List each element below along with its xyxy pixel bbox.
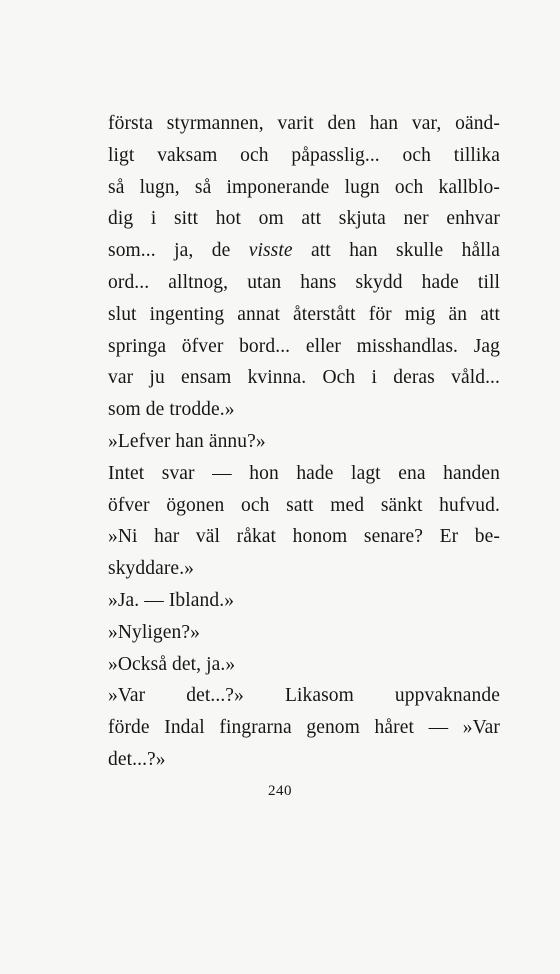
text-line-17: »Nyligen?» (108, 621, 200, 643)
text-line-5-post: att han skulle hålla (292, 240, 500, 262)
text-line-19: »Var det...?» Likasom uppvaknande (108, 685, 500, 707)
text-line-11: »Lefver han ännu?» (108, 430, 266, 452)
text-line-4: dig i sitt hot om att skjuta ner enhvar (108, 208, 500, 230)
text-line-13: öfver ögonen och satt med sänkt hufvud. (108, 494, 500, 516)
text-line-16: »Ja. — Ibland.» (108, 589, 235, 611)
text-line-8: springa öfver bord... eller misshandlas. Jag (108, 335, 500, 357)
text-line-5 (108, 235, 500, 267)
text-line-10: som de trodde.» (108, 399, 235, 421)
text-line-2: ligt vaksam och påpasslig... och tillika (108, 144, 500, 166)
text-line-14: »Ni har väl råkat honom senare? Er be- (108, 526, 500, 548)
text-line-9: var ju ensam kvinna. Och i deras våld... (108, 367, 500, 389)
text-line-12: Intet svar — hon hade lagt ena handen (108, 462, 500, 484)
emphasized-word: visste (248, 240, 293, 262)
text-line-18: »Också det, ja.» (108, 653, 236, 675)
text-line-20: förde Indal fingrarna genom håret — »Var (108, 717, 500, 739)
page-number: 240 (268, 783, 292, 799)
body-text (108, 108, 500, 776)
text-line-5-pre: som... ja, de (108, 240, 249, 262)
text-line-6: ord... alltnog, utan hans skydd hade till (108, 271, 500, 293)
text-line-15: skyddare.» (108, 558, 195, 580)
text-line-1: första styrmannen, varit den han var, oänd- (108, 113, 500, 134)
text-line-3: så lugn, så imponerande lugn och kallblo- (108, 176, 500, 198)
text-line-7: slut ingenting annat återstått för mig än att (108, 303, 500, 325)
text-line-21: det...?» (108, 748, 166, 770)
